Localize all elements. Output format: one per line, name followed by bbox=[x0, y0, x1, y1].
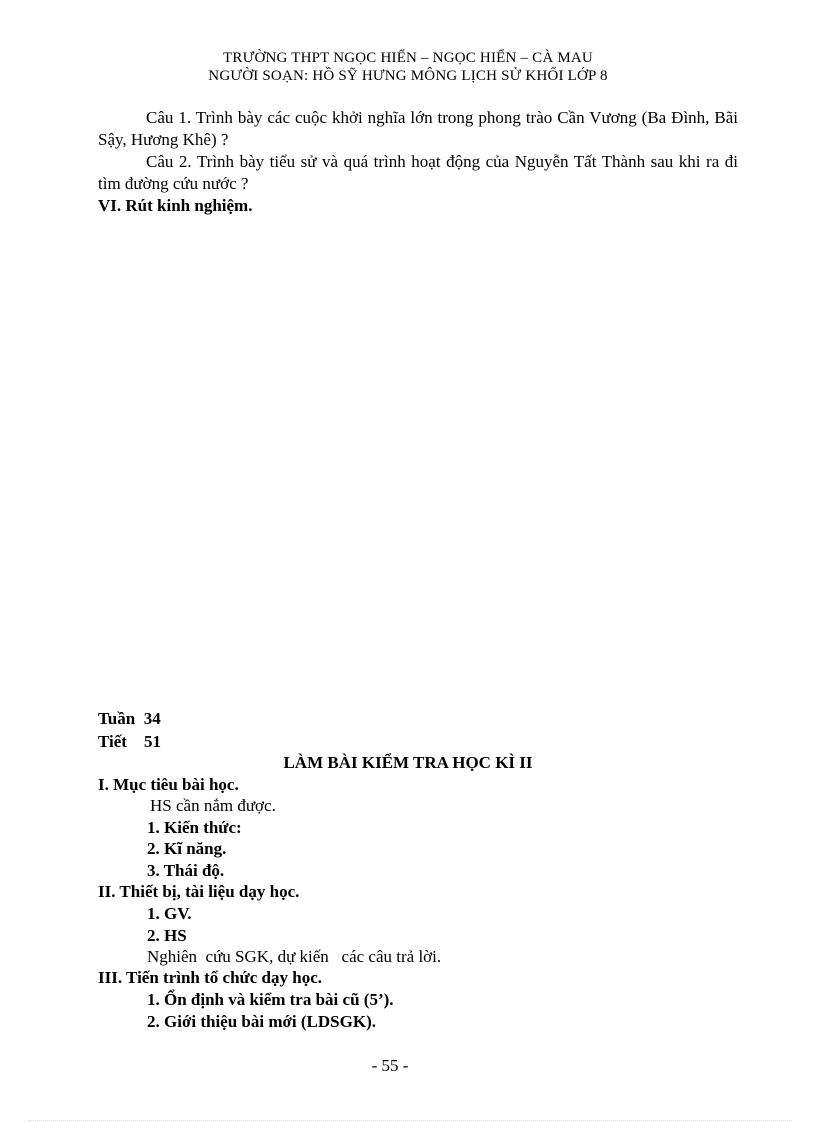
section-iii-item-review: 1. Ổn định và kiểm tra bài cũ (5’). bbox=[147, 990, 394, 1009]
section-ii-heading: II. Thiết bị, tài liệu dạy học. bbox=[98, 882, 300, 901]
section-i-heading: I. Mục tiêu bài học. bbox=[98, 775, 239, 794]
page-number: - 55 - bbox=[371, 1056, 409, 1075]
question-2: Câu 2. Trình bày tiểu sử và quá trình hoạt động của Nguyễn Tất Thành sau khi ra đi tìm đường cứu nước ? bbox=[98, 152, 738, 193]
section-iii-item-intro: 2. Giới thiệu bài mới (LDSGK). bbox=[147, 1012, 376, 1031]
section-i-item-knowledge: 1. Kiến thức: bbox=[147, 818, 242, 837]
section-i-item-skills: 2. Kĩ năng. bbox=[147, 839, 227, 858]
period-label: Tiết 51 bbox=[98, 732, 161, 751]
section-vi-heading: VI. Rút kinh nghiệm. bbox=[98, 196, 253, 215]
page-bottom-rule bbox=[28, 1120, 792, 1121]
week-label: Tuần 34 bbox=[98, 709, 161, 728]
header-author: NGƯỜI SOẠN: HỒ SỸ HƯNG MÔNG LỊCH SỬ KHỐI LỚP 8 bbox=[208, 68, 608, 84]
section-i-intro: HS cần nắm được. bbox=[150, 796, 276, 815]
header-school: TRƯỜNG THPT NGỌC HIỂN – NGỌC HIỂN – CÀ MAU bbox=[223, 50, 593, 66]
section-ii-item-student: 2. HS bbox=[147, 926, 187, 945]
section-i-item-attitude: 3. Thái độ. bbox=[147, 861, 225, 880]
question-1: Câu 1. Trình bày các cuộc khởi nghĩa lớn trong phong trào Cần Vương (Ba Đình, Bãi Sậy, Hương Khê) ? bbox=[98, 108, 738, 149]
section-ii-item-teacher: 1. GV. bbox=[147, 904, 192, 923]
lesson-title: LÀM BÀI KIỂM TRA HỌC KÌ II bbox=[283, 753, 533, 772]
section-iii-heading: III. Tiến trình tổ chức dạy học. bbox=[98, 968, 322, 987]
section-ii-note: Nghiên cứu SGK, dự kiến các câu trả lời. bbox=[147, 947, 442, 966]
